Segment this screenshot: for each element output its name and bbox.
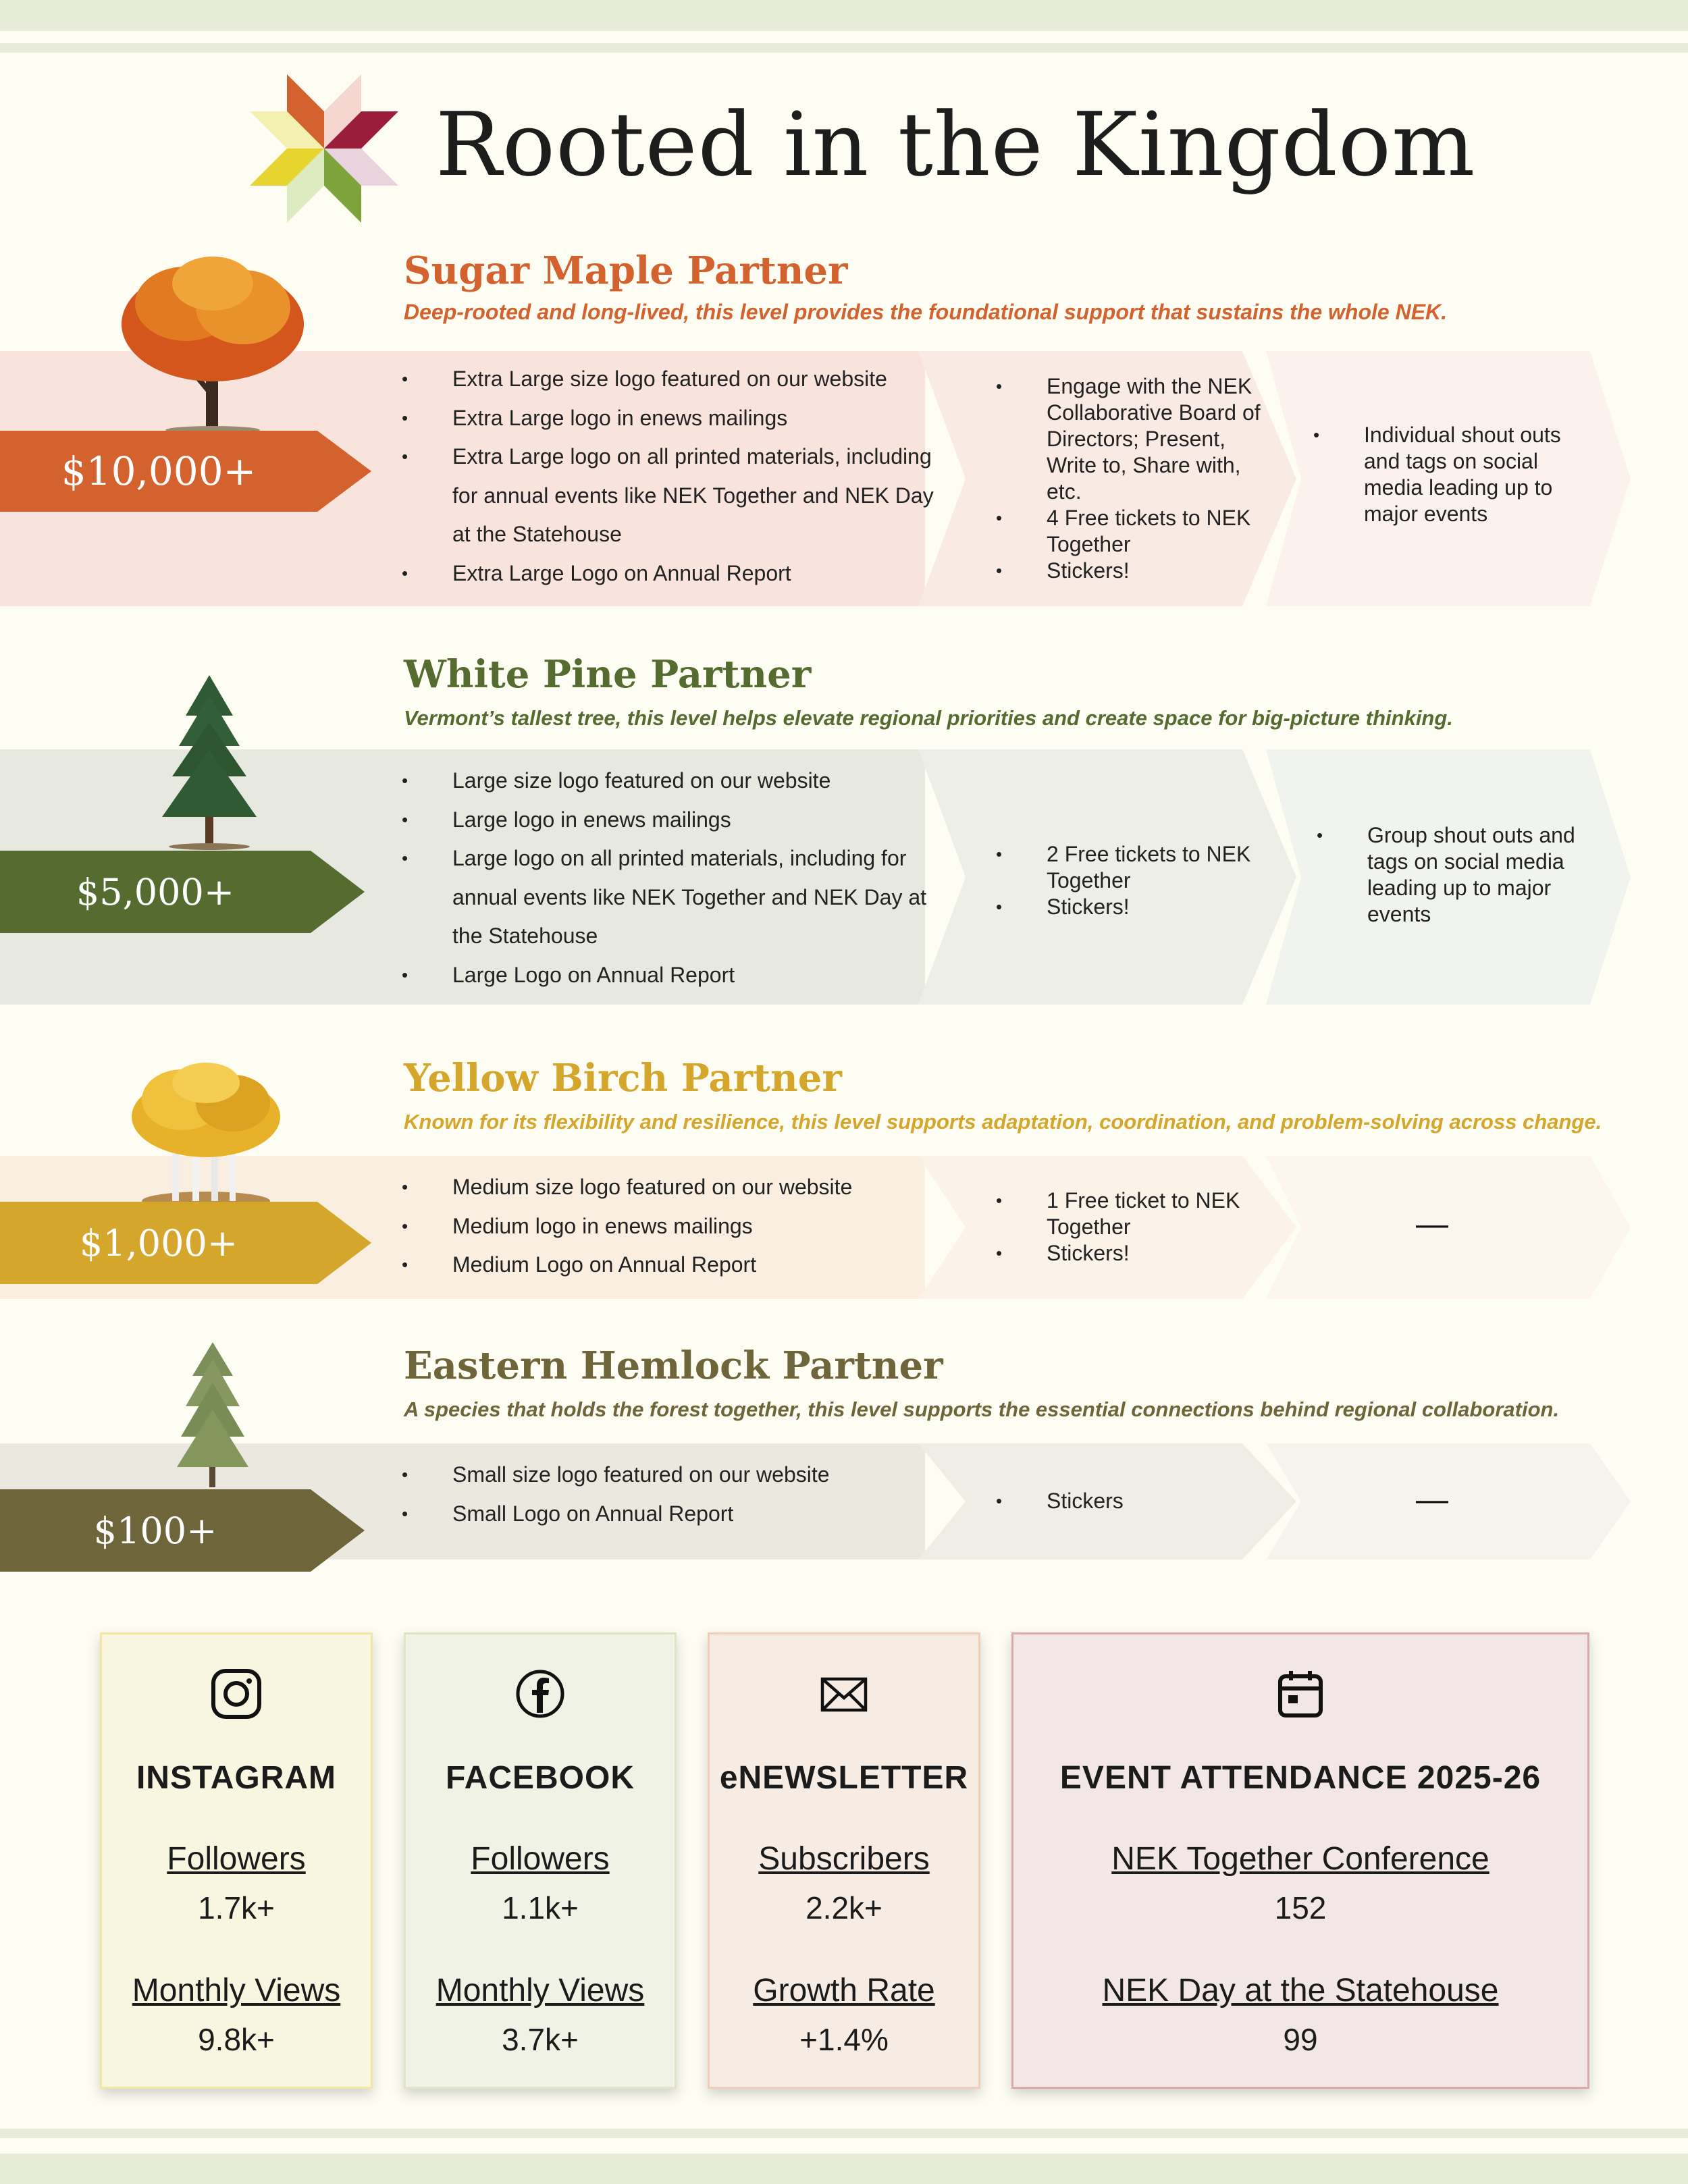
page-title: Rooted in the Kingdom [436,93,1476,196]
list-item: • Stickers! [996,558,1266,584]
facebook-icon [513,1667,567,1721]
instagram-card [100,1632,373,2089]
list-item: • Stickers! [996,1240,1266,1267]
stat-value: +1.4% [799,2022,889,2057]
list-item: • Engage with the NEK Collaborative Board of Directors; Present, Write to, Share with, etc. [996,373,1266,505]
list-item: • Small size logo featured on our website [402,1456,955,1495]
stat-value: 1.1k+ [502,1890,579,1925]
logo-benefits-list [402,762,955,994]
tier-name: Sugar Maple Partner [404,248,848,293]
quilt-star-logo [236,61,412,236]
stat-value: 152 [1274,1890,1327,1925]
chevron-col3 [1266,1156,1631,1299]
tier-price: $1,000+ [79,1221,238,1264]
calendar-icon [1273,1667,1327,1721]
tier-yellow-birch [0,1055,1688,1304]
facebook-card [404,1632,677,2089]
list-item: • Extra Large size logo featured on our website [402,360,955,399]
social-benefits-list [1313,422,1583,527]
tier-white-pine [0,649,1688,1014]
stat-label: Monthly Views [436,1973,645,2008]
stat-value: 2.2k+ [806,1890,882,1925]
stat-label: NEK Together Conference [1111,1841,1489,1877]
list-item: • Stickers [996,1488,1266,1514]
chevron-col3 [1266,1443,1631,1560]
bottom-band [0,2154,1688,2184]
list-item: • Large logo on all printed materials, including for annual events like NEK Together and NEK Day at the Statehouse [402,839,955,956]
tier-subtitle: A species that holds the forest together, this level supports the essential connections behind regional collaboration. [404,1397,1560,1421]
bottom-rule [0,2129,1688,2138]
tier-eastern-hemlock [0,1342,1688,1585]
hemlock-tree-icon [162,1342,263,1491]
logo-benefits-list [402,1456,955,1533]
instagram-icon [209,1667,263,1721]
envelope-icon [817,1667,871,1721]
list-item: • 2 Free tickets to NEK Together [996,841,1266,894]
birch-tree-icon [125,1063,287,1211]
no-social-benefit: — [1416,1482,1448,1518]
top-band [0,0,1688,31]
stat-label: Subscribers [758,1841,930,1877]
list-item: • Extra Large Logo on Annual Report [402,554,955,593]
list-item: • Medium Logo on Annual Report [402,1246,955,1285]
maple-tree-icon [111,253,314,435]
tier-subtitle: Deep-rooted and long-lived, this level provides the foundational support that sustains the whole NEK. [404,300,1448,324]
tier-name: Eastern Hemlock Partner [404,1343,943,1388]
stat-value: 99 [1283,2022,1318,2057]
stat-value: 1.7k+ [198,1890,275,1925]
tier-price: $100+ [93,1509,217,1552]
stat-value: 9.8k+ [198,2022,275,2057]
list-item: • Group shout outs and tags on social media leading up to major events [1317,822,1587,928]
tier-subtitle: Known for its flexibility and resilience, this level supports adaptation, coordination, and problem-solving across change. [404,1110,1602,1134]
logo-benefits-list [402,1168,955,1285]
tier-price: $5,000+ [76,870,235,913]
tier-name: White Pine Partner [404,652,812,697]
list-item: • Small Logo on Annual Report [402,1495,955,1534]
logo-benefits-list [402,360,955,593]
event-benefits-list [996,841,1266,920]
event-benefits-list [996,1488,1266,1514]
stat-value: 3.7k+ [502,2022,579,2057]
stat-label: NEK Day at the Statehouse [1102,1973,1499,2008]
event-attendance-card [1011,1632,1589,2089]
card-title: EVENT ATTENDANCE 2025-26 [1059,1760,1541,1796]
list-item: • Individual shout outs and tags on social media leading up to major events [1313,422,1583,527]
stat-label: Followers [167,1841,306,1877]
list-item: • 4 Free tickets to NEK Together [996,505,1266,558]
list-item: • Medium size logo featured on our website [402,1168,955,1207]
stat-label: Growth Rate [753,1973,935,2008]
tier-sugar-maple [0,243,1688,608]
header [236,61,1519,236]
social-benefits-list [1317,822,1587,928]
list-item: • Large Logo on Annual Report [402,956,955,995]
card-title: FACEBOOK [445,1760,635,1796]
list-item: • Extra Large logo in enews mailings [402,399,955,438]
stat-label: Monthly Views [132,1973,341,2008]
pine-tree-icon [145,675,273,851]
stat-label: Followers [471,1841,610,1877]
event-benefits-list [996,1188,1266,1267]
no-social-benefit: — [1416,1206,1448,1242]
top-rule [0,43,1688,53]
tier-name: Yellow Birch Partner [404,1056,842,1100]
tier-price: $10,000+ [61,448,257,494]
list-item: • Medium logo in enews mailings [402,1207,955,1246]
list-item: • Large logo in enews mailings [402,801,955,840]
list-item: • 1 Free ticket to NEK Together [996,1188,1266,1240]
tier-subtitle: Vermont’s tallest tree, this level helps elevate regional priorities and create space for big-picture thinking. [404,706,1453,730]
list-item: • Extra Large logo on all printed materials, including for annual events like NEK Together and NEK Day at the Statehouse [402,437,955,554]
card-title: eNEWSLETTER [719,1760,969,1796]
enewsletter-card [708,1632,980,2089]
list-item: • Stickers! [996,894,1266,920]
card-title: INSTAGRAM [136,1760,337,1796]
list-item: • Large size logo featured on our website [402,762,955,801]
event-benefits-list [996,373,1266,584]
